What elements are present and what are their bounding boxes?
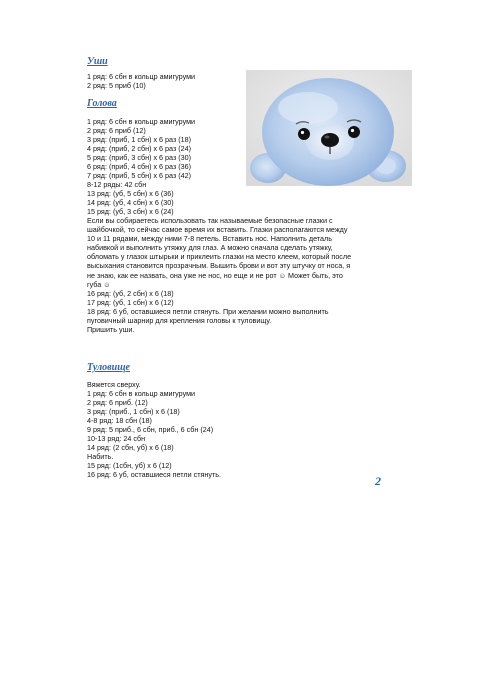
eyes-instructions-paragraph <box>87 216 407 289</box>
bear-photo <box>246 70 412 186</box>
text-line: 7 ряд: (приб, 5 сбн) х 6 раз (42) <box>87 171 192 180</box>
text-line: пуговичный шарнир для крепления головы к туловищу. <box>87 316 272 325</box>
text-line: 15 ряд: (уб, 3 сбн) х 6 (24) <box>87 207 174 216</box>
text-line: 16 ряд: 6 уб, оставшиеся петли стянуть. <box>87 470 222 479</box>
text-line: 13 ряд: (уб, 5 сбн) х 6 (36) <box>87 189 174 198</box>
text-line: Набить. <box>87 452 114 461</box>
section-title-body: Туловище <box>87 362 130 373</box>
right-eye <box>348 126 360 138</box>
text-line: 10-13 ряд: 24 сбн <box>87 434 146 443</box>
text-line: 6 ряд: (приб, 4 сбн) х 6 раз (36) <box>87 162 192 171</box>
paragraph-line: Если вы собираетесь использовать так называемые безопасные глазки с <box>87 216 333 225</box>
text-line: 2 ряд: 6 приб. (12) <box>87 398 148 407</box>
text-line: 1 ряд: 6 сбн в кольцр амигуруми <box>87 117 196 126</box>
paragraph-line: 10 и 11 рядами, между ними 7-8 петель. Вставить нос. Наполнить деталь <box>87 234 332 244</box>
paragraph-line: обломать у глазок штырьки и приклеить глазки на место клеем, который после <box>87 252 352 262</box>
text-line: 1 ряд: 6 сбн в кольцр амигуруми <box>87 72 196 81</box>
text-line: Пришить уши. <box>87 325 135 334</box>
text-line: 17 ряд: (уб, 1 сбн) х 6 (12) <box>87 298 174 307</box>
section-title-head: Голова <box>87 98 117 109</box>
text-line: 3 ряд: (приб., 1 сбн) х 6 (18) <box>87 407 180 416</box>
paragraph-line: не знаю, как ее назвать, она уже не нос, но еще и не рот ☺ Может быть, это <box>87 270 343 280</box>
text-line: 14 ряд: (2 сбн, уб) х 6 (18) <box>87 443 174 452</box>
text-line: 3 ряд: (приб, 1 сбн) х 6 раз (18) <box>87 135 192 144</box>
section-title-ears: Уши <box>87 56 108 67</box>
text-line: 15 ряд: (1сбн, уб) х 6 (12) <box>87 461 172 470</box>
page-number: 2 <box>375 474 381 488</box>
text-line: 2 ряд: 6 приб (12) <box>87 126 146 135</box>
text-line: 14 ряд: (уб, 4 сбн) х 6 (30) <box>87 198 174 207</box>
text-line: 4-8 ряд: 18 сбн (18) <box>87 416 152 425</box>
bear-nose <box>321 133 339 147</box>
text-line: 2 ряд: 5 приб (10) <box>87 81 146 90</box>
text-line: 9 ряд: 5 приб., 6 сбн, приб., 6 сбн (24) <box>87 425 214 434</box>
paragraph-line: набивкой и выполнить утяжку для глаз. А можно сначала сделать утяжку, <box>87 243 333 253</box>
text-line: 1 ряд: 6 сбн в кольцр амигуруми <box>87 389 196 398</box>
left-eye <box>298 128 310 140</box>
paragraph-line: губа ☺ <box>87 279 111 289</box>
text-line: 8-12 ряды: 42 сбн <box>87 180 147 189</box>
text-line: 4 ряд: (приб, 2 сбн) х 6 раз (24) <box>87 144 192 153</box>
paragraph-line: высыхания становится прозрачным. Вышить брови и вот эту штучку от носа, я <box>87 261 351 271</box>
text-line: 16 ряд: (уб, 2 сбн) х 6 (18) <box>87 289 174 298</box>
text-line: 5 ряд: (приб, 3 сбн) х 6 раз (30) <box>87 153 192 162</box>
text-line: 18 ряд: 6 уб, оставшиеся петли стянуть. При желании можно выполнить <box>87 307 329 316</box>
text-line: Вяжется сверху. <box>87 380 141 389</box>
paragraph-line: шайбочкой, то сейчас самое время их вставить. Глазки располагаются между <box>87 225 348 235</box>
bear-head-image <box>246 70 412 186</box>
